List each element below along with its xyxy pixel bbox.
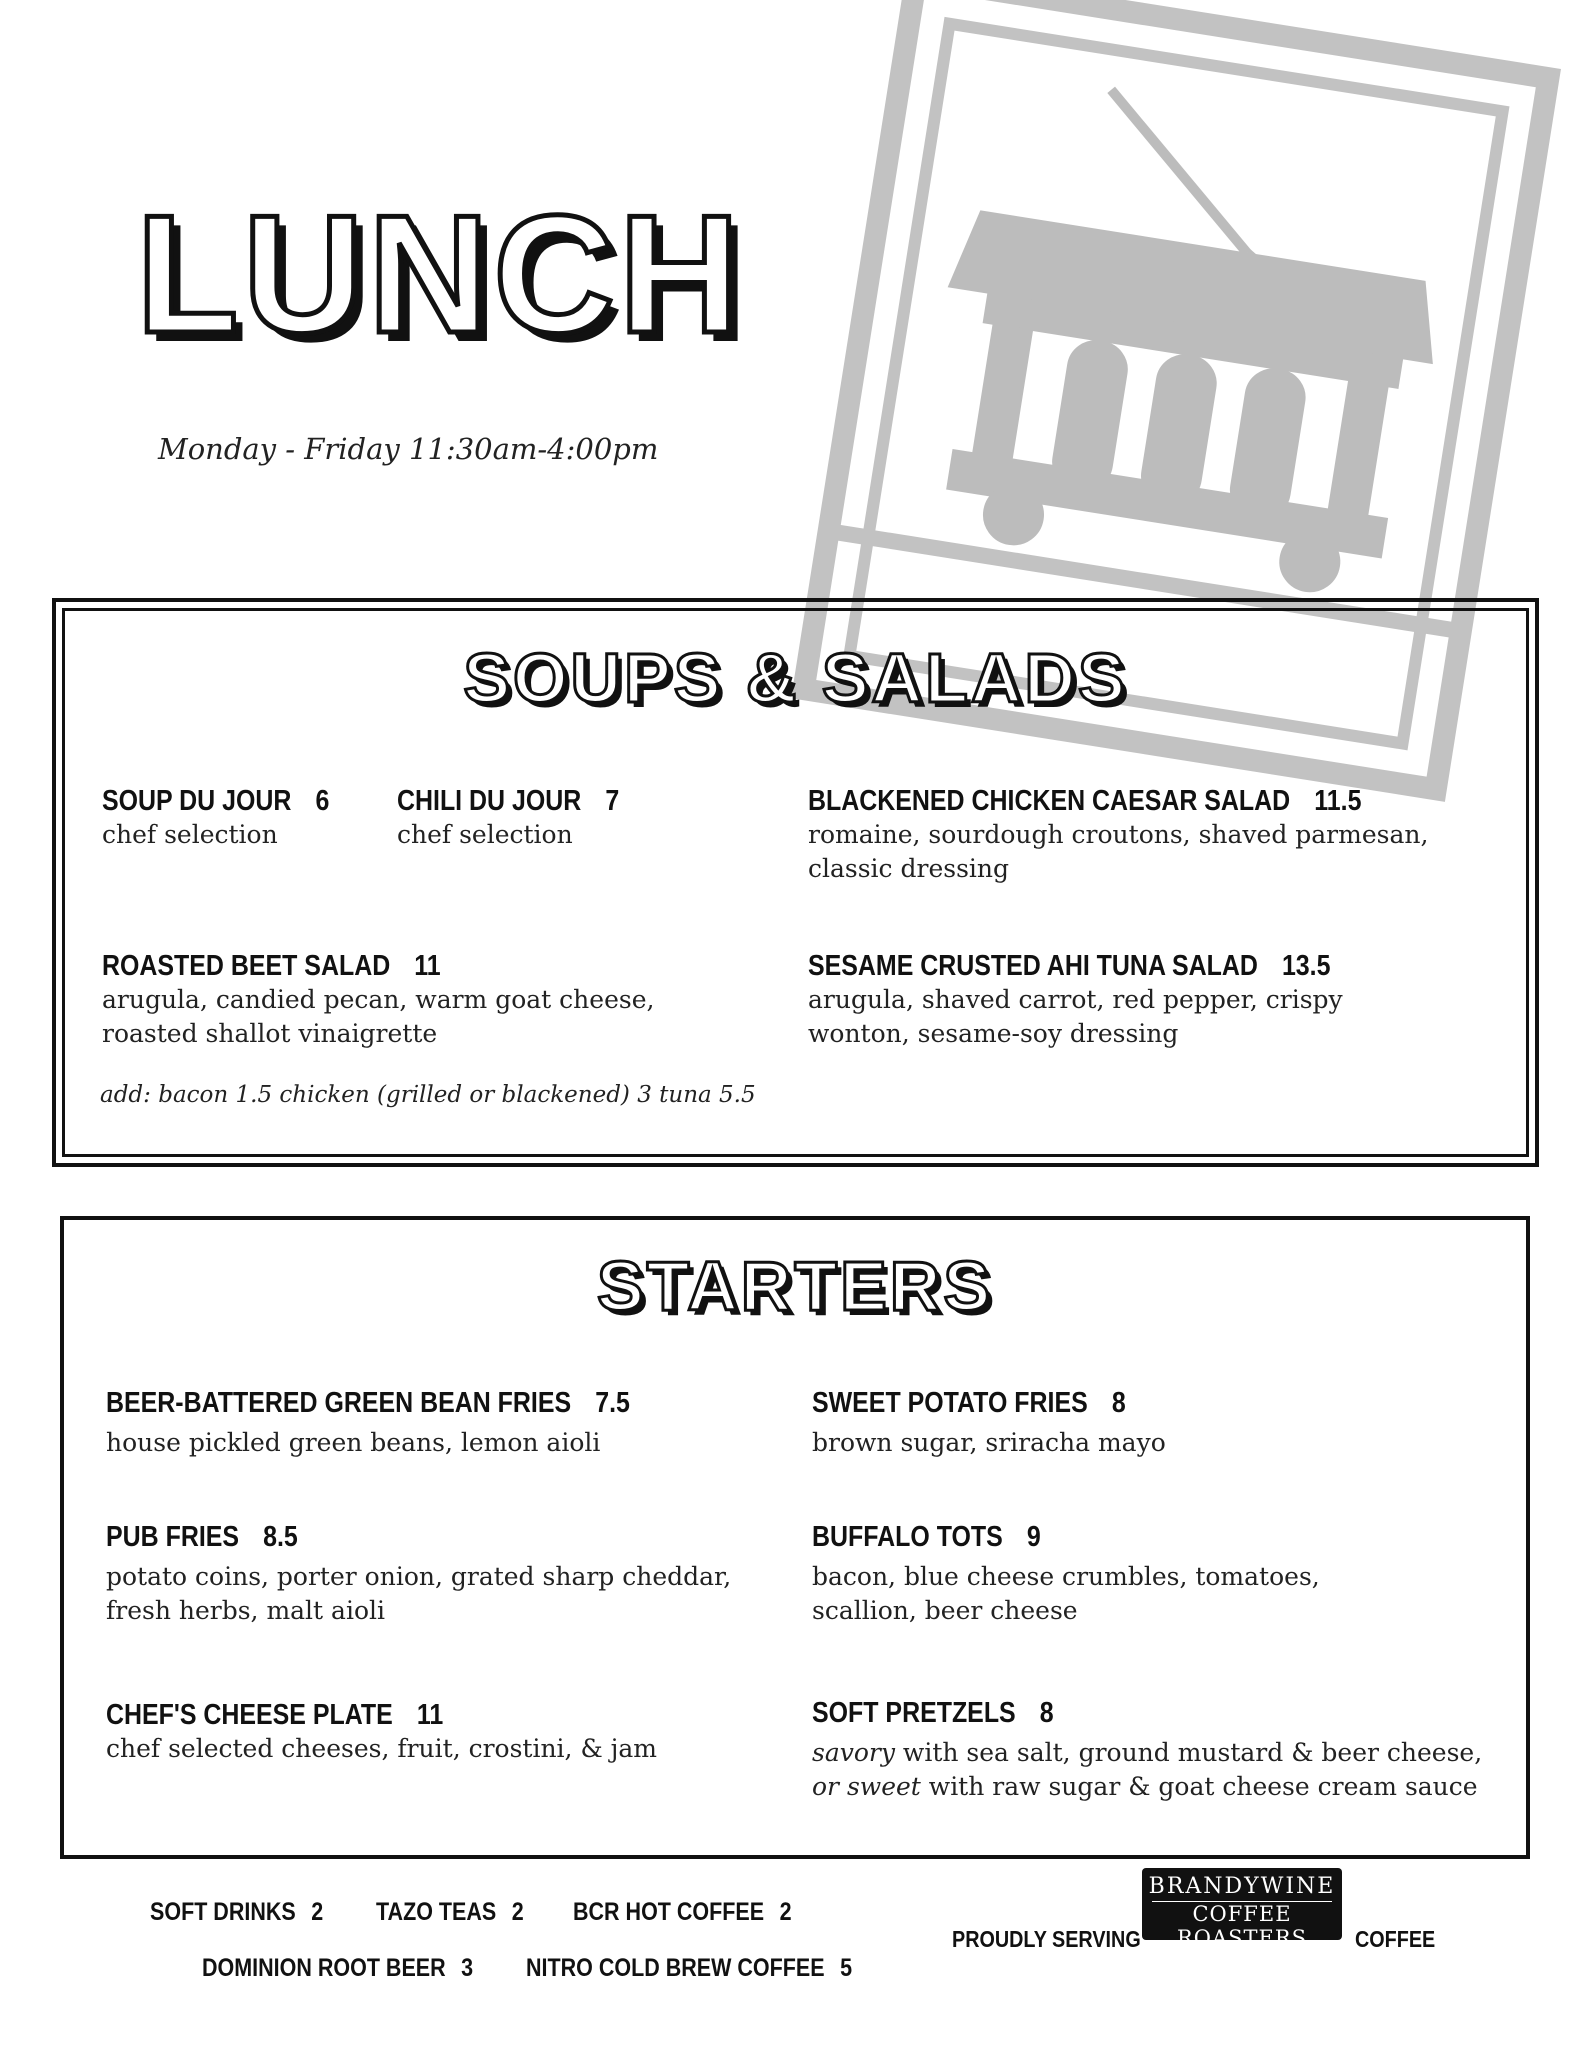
item-description: arugula, candied pecan, warm goat cheese, roasted shallot vinaigrette [102,985,655,1048]
drink-item: TAZO TEAS 2 [376,1898,524,1926]
item-description: savory with sea salt, ground mustard & beer cheese, or sweet with raw sugar & goat cheese cream sauce [812,1738,1483,1801]
menu-item [106,1698,766,1766]
drink-item: SOFT DRINKS 2 [150,1898,324,1926]
menu-item [808,949,1448,1051]
drink-item: BCR HOT COFFEE 2 [573,1898,792,1926]
menu-item [397,784,655,852]
item-name: SWEET POTATO FRIES [812,1387,1088,1419]
proudly-serving-label: PROUDLY SERVING [952,1926,1141,1952]
item-name: BLACKENED CHICKEN CAESAR SALAD [808,785,1291,817]
item-name: SOFT PRETZELS [812,1697,1016,1729]
drink-item: NITRO COLD BREW COFFEE 5 [526,1954,853,1982]
item-price: 8 [1111,1387,1126,1419]
item-name: CHEF'S CHEESE PLATE [106,1699,393,1731]
page-title: LUNCH [136,180,744,368]
menu-item [808,784,1448,886]
drink-item: DOMINION ROOT BEER 3 [202,1954,474,1982]
item-name: SOUP DU JOUR [102,785,292,817]
item-name: ROASTED BEET SALAD [102,950,391,982]
item-price: 11 [414,950,441,982]
item-name: BUFFALO TOTS [812,1521,1003,1553]
item-price: 8.5 [263,1521,298,1553]
menu-item [812,1696,1502,1804]
item-price: 11 [416,1699,444,1731]
add-ons-line: add: bacon 1.5 chicken (grilled or blackened) 3 tuna 5.5 [100,1082,756,1108]
section-title: STARTERS [596,1247,994,1325]
item-price: 6 [315,785,330,817]
item-description: chef selected cheeses, fruit, crostini, & jam [106,1734,658,1763]
item-description: bacon, blue cheese crumbles, tomatoes, scallion, beer cheese [812,1562,1320,1625]
item-price: 7.5 [595,1387,630,1419]
coffee-label: COFFEE [1355,1926,1436,1952]
starters-section [60,1216,1530,1859]
item-name: PUB FRIES [106,1521,240,1553]
menu-item [102,784,366,852]
item-name: SESAME CRUSTED AHI TUNA SALAD [808,950,1258,982]
menu-item [812,1520,1432,1628]
item-price: 11.5 [1314,785,1362,817]
item-description: brown sugar, sriracha mayo [812,1428,1166,1457]
menu-item [812,1386,1492,1460]
item-description: romaine, sourdough croutons, shaved parmesan, classic dressing [808,820,1429,883]
item-description: chef selection [397,820,573,849]
item-description: potato coins, porter onion, grated sharp cheddar, fresh herbs, malt aioli [106,1562,732,1625]
brandywine-logo: BRANDYWINE COFFEE ROASTERS [1142,1868,1342,1940]
item-price: 13.5 [1281,950,1331,982]
item-price: 8 [1039,1697,1054,1729]
item-description: arugula, shaved carrot, red pepper, crispy wonton, sesame-soy dressing [808,985,1343,1048]
menu-item [102,949,662,1051]
item-price: 9 [1026,1521,1041,1553]
item-description: house pickled green beans, lemon aioli [106,1428,601,1457]
menu-item [106,1386,766,1460]
lunch-hours: Monday - Friday 11:30am-4:00pm [158,432,659,466]
menu-item [106,1520,746,1628]
section-title: SOUPS & SALADS [463,639,1128,717]
item-name: CHILI DU JOUR [397,785,582,817]
item-price: 7 [605,785,620,817]
item-description: chef selection [102,820,278,849]
item-name: BEER-BATTERED GREEN BEAN FRIES [106,1387,572,1419]
